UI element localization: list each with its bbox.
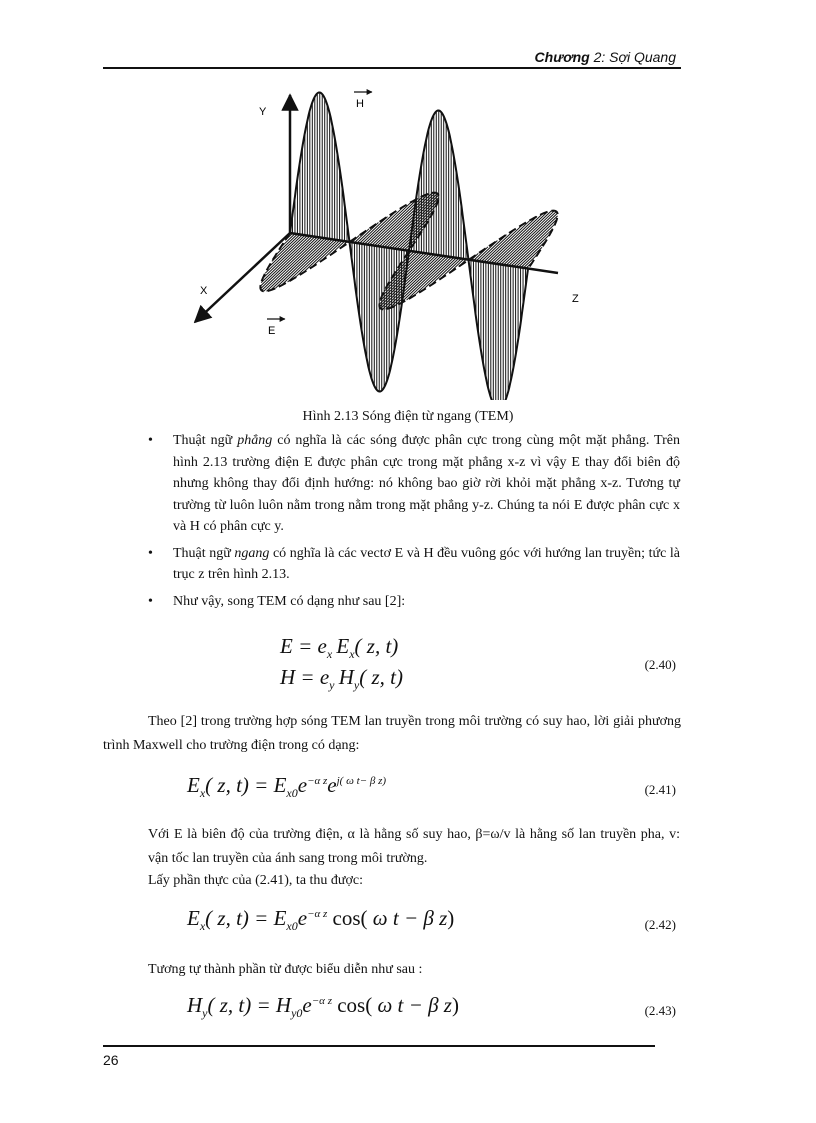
equation-2-42: $E_x$( z, $t) = E_{x0}e^{-\alpha z}$ cos( ω t − β z): [187, 906, 455, 934]
h-vector-label: H: [356, 98, 364, 110]
equation-number-2-40: (2.40): [644, 657, 676, 672]
header-chapter-rest: 2: Sợi Quang: [589, 49, 676, 65]
footer-rule: [103, 1045, 655, 1047]
figure-caption: Hình 2.13 Sóng điện từ ngang (TEM): [302, 409, 514, 424]
y-axis-label: Y: [259, 106, 267, 118]
h-field-curve: [290, 93, 528, 401]
equation-number-2-42: (2.42): [644, 917, 676, 932]
equation-2-41: $E_x$( z, $t) = E_{x0}e^{-\alpha z}e^{j( \omega t- \beta z)}$: [187, 773, 387, 801]
page-number: 26: [103, 1052, 119, 1068]
bullet-item: • Thuật ngữ phẳng có nghĩa là các sóng được phân cực trong cùng một mặt phẳng. Trên hình 2.13 trường điện E được phân cực trong mặt phẳng x-z vì vậy E thay đổi biên độ nhưng không thay đổi định hướng: nó không bao giờ rời khỏi mặt phẳng x-z. Tương tự trường từ luôn luôn nằm trong nằm trong mặt phẳng y-z. Chúng ta nói E được phân cực x và H có phân cực y.: [148, 430, 680, 538]
bullet-item: • Như vậy, song TEM có dạng như sau [2]:: [148, 591, 680, 613]
equation-number-2-43: (2.43): [644, 1003, 676, 1018]
x-axis-label: X: [200, 285, 208, 297]
z-axis-label: Z: [572, 293, 579, 305]
e-vector-label: E: [268, 325, 276, 337]
paragraph-definitions: Với E là biên độ của trường điện, α là hằng số suy hao, β=ω/v là hằng số lan truyền pha, v: vận tốc lan truyền của ánh sang trong môi trường.: [148, 827, 680, 866]
tem-wave-figure: [0, 0, 816, 400]
header-chapter-label: Chương: [534, 49, 590, 65]
paragraph-maxwell: Theo [2] trong trường hợp sóng TEM lan truyền trong môi trường có suy hao, lời giải phương trình Maxwell cho trường điện trong có dạng:: [103, 714, 681, 753]
equation-number-2-41: (2.41): [644, 782, 676, 797]
bullet-item: • Thuật ngữ ngang có nghĩa là các vectơ E và H đều vuông góc với hướng lan truyền; tức là trục z trên hình 2.13.: [148, 543, 680, 586]
paragraph-real-part: Lấy phần thực của (2.41), ta thu được:: [148, 873, 364, 888]
bullet-list: [148, 430, 680, 617]
equation-2-43: $H_y$( z, $t) = H_{y0}e^{-\alpha z}$ cos( ω t − β z): [187, 993, 459, 1021]
equation-2-40-line2: $H = e_y$ $H_y$( z, t): [280, 665, 403, 693]
paragraph-magnetic: Tương tự thành phần từ được biểu diễn như sau :: [148, 962, 423, 977]
equation-2-40-line1: $E = e_x$ $E_x$( z, t): [280, 634, 399, 662]
